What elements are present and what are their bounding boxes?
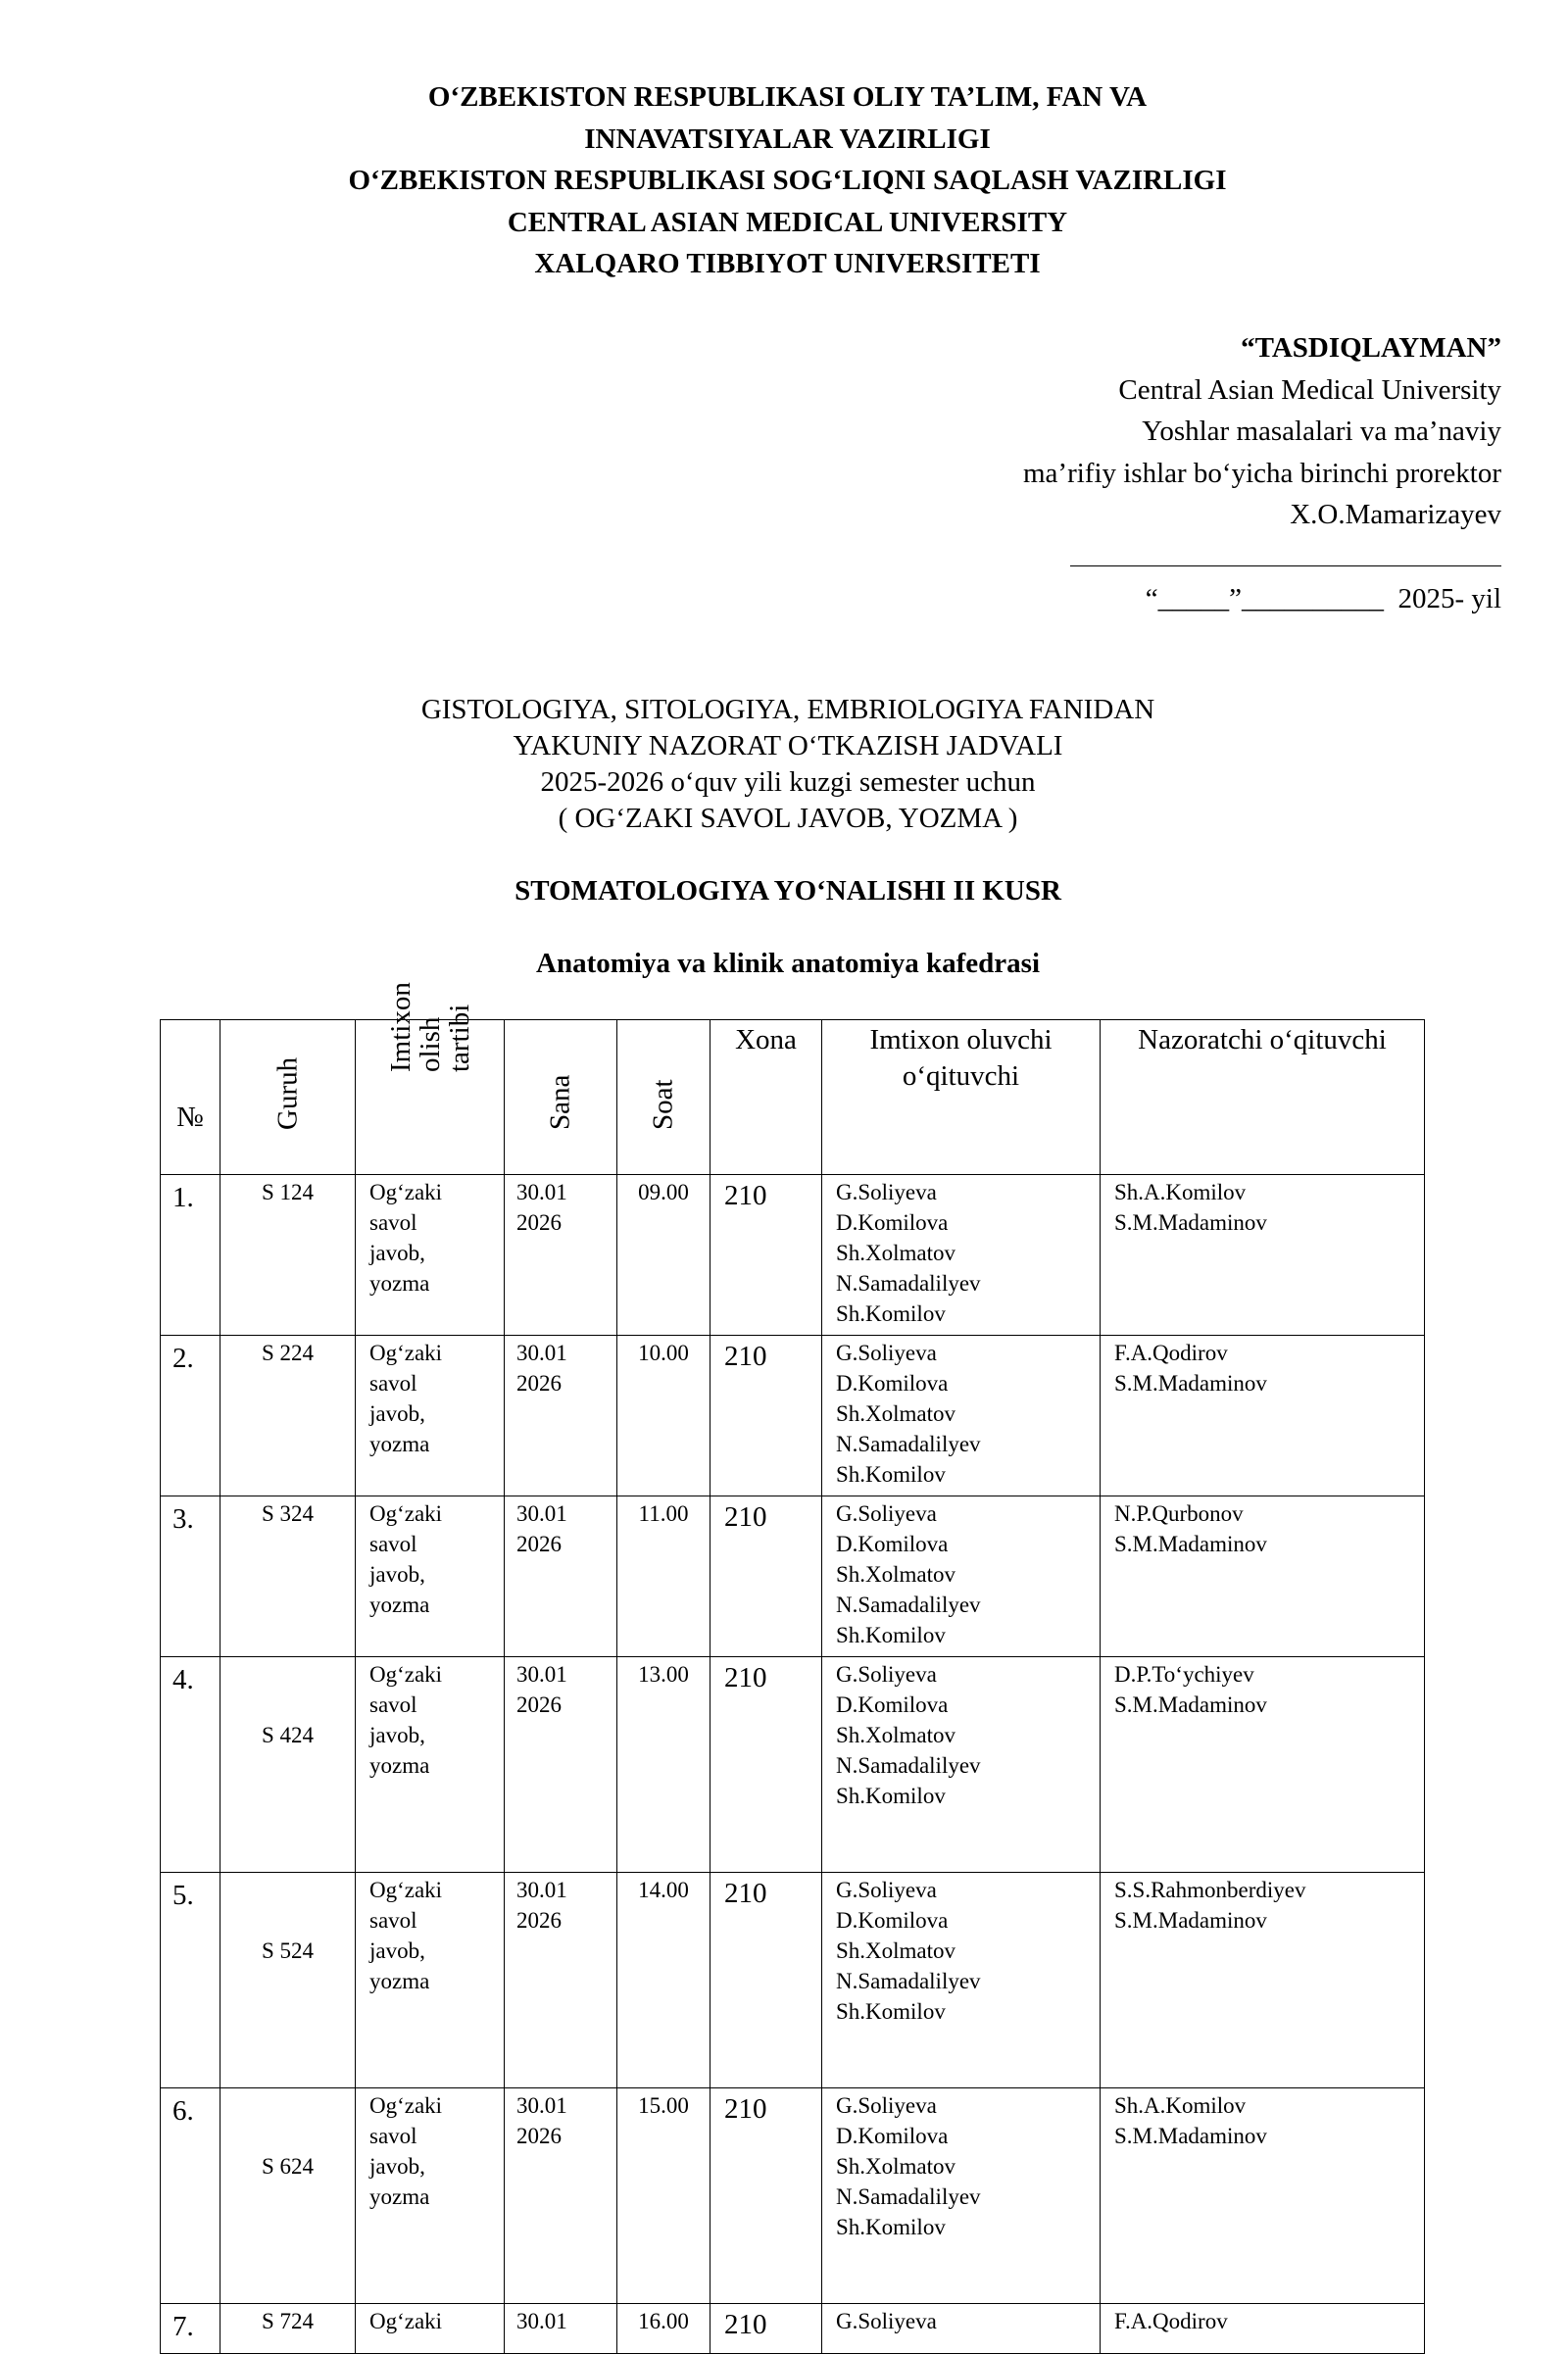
university-name-uz: XALQARO TIBBIYOT UNIVERSITETI [534,248,1041,279]
examiners-cell: G.Soliyeva D.Komilova Sh.Xolmatov N.Samadalilyev Sh.Komilov [822,1496,1101,1657]
room-cell: 210 [710,2088,822,2304]
group-cell: S 224 [220,1336,356,1496]
group-cell: S 424 [220,1657,356,1873]
examiners-cell: G.Soliyeva [822,2304,1101,2354]
heading-line: ( OG‘ZAKI SAVOL JAVOB, YOZMA ) [558,803,1018,834]
date-cell: 30.01 [505,2304,617,2354]
room-cell: 210 [710,1336,822,1496]
table-row [161,1657,1425,1873]
row-number: 7. [161,2304,220,2354]
ministry-header [0,76,1568,285]
supervisors-cell: F.A.Qodirov S.M.Madaminov [1101,1336,1425,1496]
signature-line [1070,536,1501,566]
table-header-row [161,1020,1425,1175]
heading-line: GISTOLOGIYA, SITOLOGIYA, EMBRIOLOGIYA FANIDAN [420,694,1155,725]
header-method: Imtixon olish tartibi [356,1020,505,1175]
group-cell: S 524 [220,1873,356,2088]
time-cell: 11.00 [617,1496,710,1657]
time-cell: 14.00 [617,1873,710,2088]
approval-title: “TASDIQLAYMAN” [1241,332,1501,364]
method-cell: Og‘zaki savol javob, yozma [356,1657,505,1873]
university-name: CENTRAL ASIAN MEDICAL UNIVERSITY [507,206,1068,238]
method-cell: Og‘zaki savol javob, yozma [356,1336,505,1496]
supervisors-cell: S.S.Rahmonberdiyev S.M.Madaminov [1101,1873,1425,2088]
table-row [161,1873,1425,2088]
row-number: 6. [161,2088,220,2304]
supervisors-cell: N.P.Qurbonov S.M.Madaminov [1101,1496,1425,1657]
row-number: 2. [161,1336,220,1496]
header-examiners: Imtixon oluvchi o‘qituvchi [822,1020,1101,1175]
approval-block [815,327,1501,620]
supervisors-cell: D.P.To‘ychiyev S.M.Madaminov [1101,1657,1425,1873]
schedule-table [160,982,1425,2354]
date-cell: 30.01 2026 [505,1873,617,2088]
header-number: № [161,1020,220,1175]
department-title: Anatomiya va klinik anatomiya kafedrasi [536,948,1040,979]
date-cell: 30.01 2026 [505,1657,617,1873]
header-group: Guruh [220,1020,356,1175]
ministry-line: O‘ZBEKISTON RESPUBLIKASI SOG‘LIQNI SAQLASH VAZIRLIGI [348,165,1227,196]
table-row [161,2088,1425,2304]
room-cell: 210 [710,1873,822,2088]
room-cell: 210 [710,1496,822,1657]
time-cell: 16.00 [617,2304,710,2354]
header-supervisors: Nazoratchi o‘qituvchi [1101,1020,1425,1175]
group-cell: S 324 [220,1496,356,1657]
time-cell: 13.00 [617,1657,710,1873]
table-row [161,2304,1425,2354]
ministry-line: INNAVATSIYALAR VAZIRLIGI [584,123,991,155]
method-cell: Og‘zaki [356,2304,505,2354]
approval-line: Central Asian Medical University [1118,373,1501,406]
approval-date-line: “_____”__________ 2025- yil [1145,583,1501,614]
header-time: Soat [617,1020,710,1175]
method-cell: Og‘zaki savol javob, yozma [356,1175,505,1336]
row-number: 3. [161,1496,220,1657]
document-heading [0,692,1568,837]
table-row [161,1336,1425,1496]
heading-line: 2025-2026 o‘quv yili kuzgi semester uchun [540,766,1036,798]
supervisors-cell: Sh.A.Komilov S.M.Madaminov [1101,1175,1425,1336]
approver-name: X.O.Mamarizayev [1290,499,1501,530]
method-cell: Og‘zaki savol javob, yozma [356,2088,505,2304]
method-cell: Og‘zaki savol javob, yozma [356,1496,505,1657]
date-cell: 30.01 2026 [505,1175,617,1336]
row-number: 4. [161,1657,220,1873]
date-cell: 30.01 2026 [505,1496,617,1657]
time-cell: 09.00 [617,1175,710,1336]
time-cell: 10.00 [617,1336,710,1496]
examiners-cell: G.Soliyeva D.Komilova Sh.Xolmatov N.Samadalilyev Sh.Komilov [822,1873,1101,2088]
date-cell: 30.01 2026 [505,1336,617,1496]
approval-line: Yoshlar masalalari va ma’naviy [1142,416,1501,447]
date-cell: 30.01 2026 [505,2088,617,2304]
room-cell: 210 [710,2304,822,2354]
table-row [161,1175,1425,1336]
method-cell: Og‘zaki savol javob, yozma [356,1873,505,2088]
group-cell: S 624 [220,2088,356,2304]
examiners-cell: G.Soliyeva D.Komilova Sh.Xolmatov N.Samadalilyev Sh.Komilov [822,2088,1101,2304]
room-cell: 210 [710,1175,822,1336]
group-cell: S 124 [220,1175,356,1336]
examiners-cell: G.Soliyeva D.Komilova Sh.Xolmatov N.Samadalilyev Sh.Komilov [822,1657,1101,1873]
group-cell: S 724 [220,2304,356,2354]
row-number: 1. [161,1175,220,1336]
examiners-cell: G.Soliyeva D.Komilova Sh.Xolmatov N.Samadalilyev Sh.Komilov [822,1336,1101,1496]
time-cell: 15.00 [617,2088,710,2304]
schedule-body [161,1175,1425,2354]
direction-title: STOMATOLOGIYA YO‘NALISHI II KUSR [514,875,1061,907]
room-cell: 210 [710,1657,822,1873]
header-room: Xona [710,1020,822,1175]
examiners-cell: G.Soliyeva D.Komilova Sh.Xolmatov N.Samadalilyev Sh.Komilov [822,1175,1101,1336]
row-number: 5. [161,1873,220,2088]
table-row [161,1496,1425,1657]
heading-line: YAKUNIY NAZORAT O‘TKAZISH JADVALI [513,730,1063,761]
header-date: Sana [505,1020,617,1175]
supervisors-cell: F.A.Qodirov [1101,2304,1425,2354]
approval-line: ma’rifiy ishlar bo‘yicha birinchi prorektor [1022,457,1501,489]
ministry-line: O‘ZBEKISTON RESPUBLIKASI OLIY TA’LIM, FAN VA [427,81,1148,113]
supervisors-cell: Sh.A.Komilov S.M.Madaminov [1101,2088,1425,2304]
